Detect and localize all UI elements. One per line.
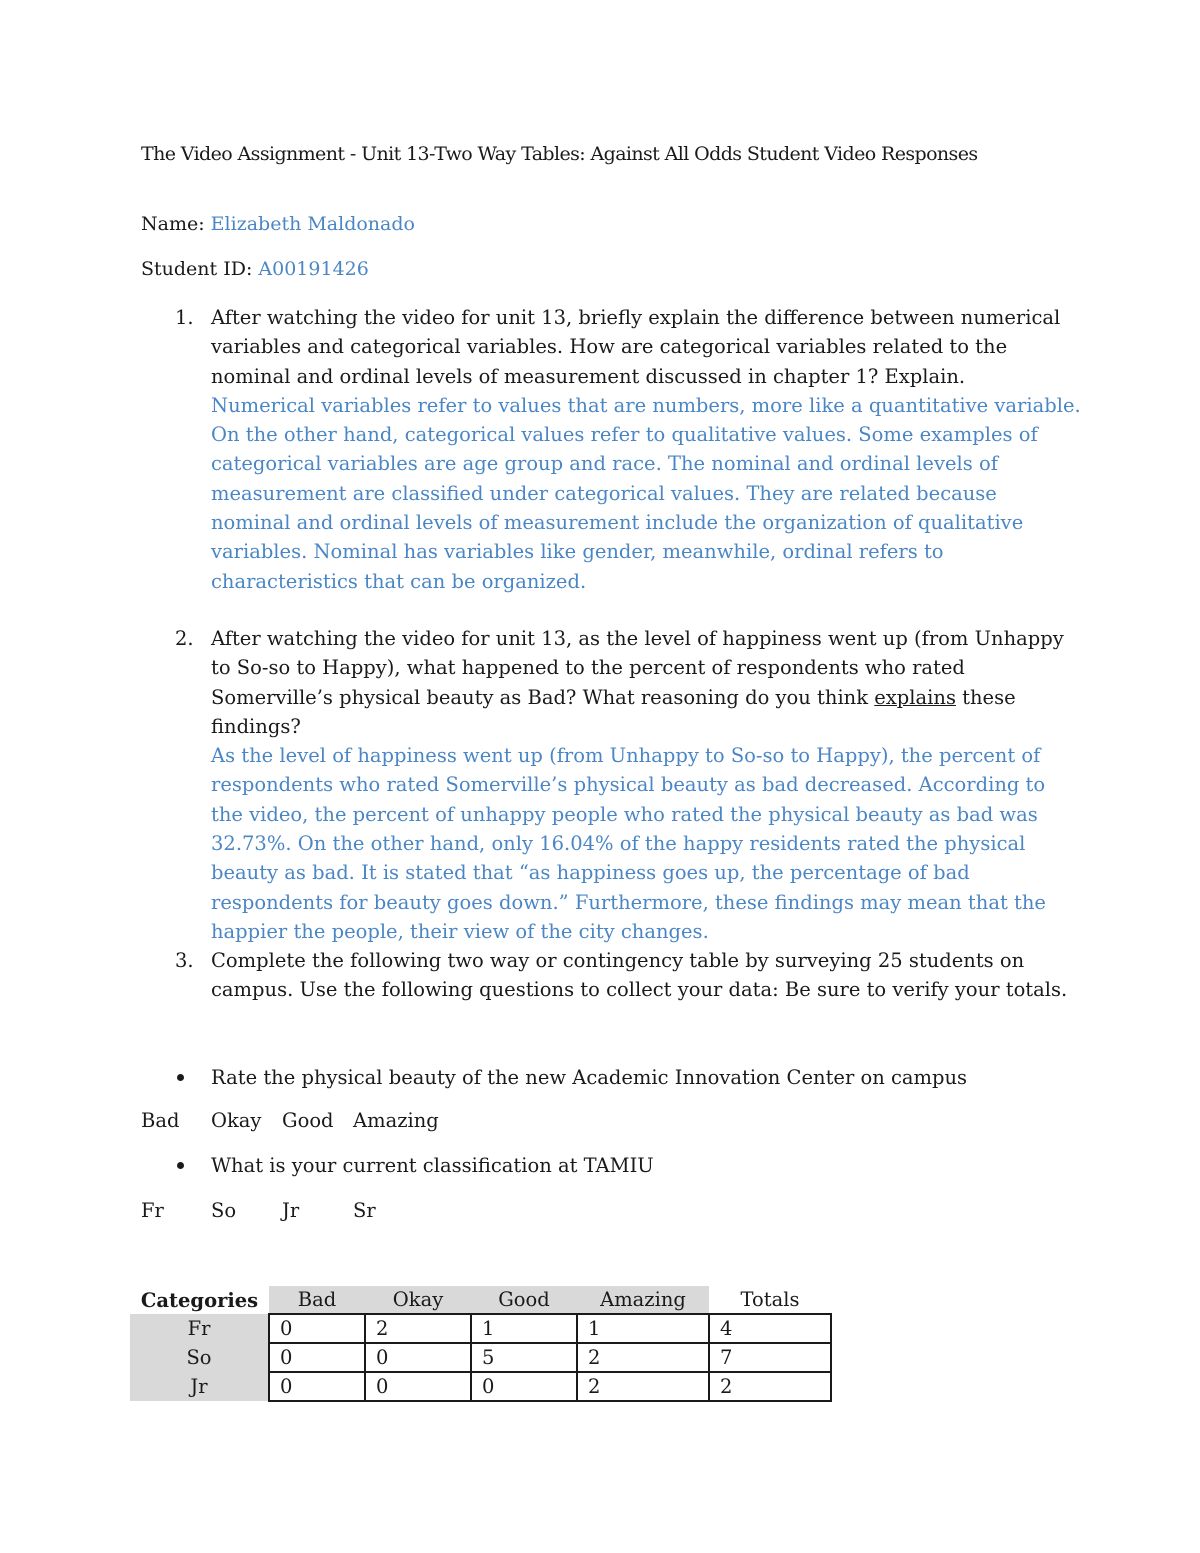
- student-id-field: [141, 258, 369, 280]
- table-cell: 5: [471, 1343, 577, 1372]
- table-row: [130, 1372, 831, 1401]
- question-answer: As the level of happiness went up (from Unhappy to So-so to Happy), the percent of respondents who rated Somerville’s physical beauty as bad decreased. According to the video, the percent of unhappy people who rated the physical beauty as bad was 32.73%. On the other hand, only 16.04% of the happy residents rated the physical beauty as bad. It is stated that “as happiness goes up, the percentage of bad respondents for beauty goes down.” Furthermore, these findings may mean that the happier the people, their view of the city changes.: [211, 744, 1046, 943]
- question-prompt: Complete the following two way or contingency table by surveying 25 students on campus. Use the following questions to collect your data: Be sure to verify your totals.: [211, 949, 1068, 1002]
- option-label: Jr: [282, 1199, 300, 1222]
- prompt-text-end: these findings?: [211, 685, 1016, 738]
- table-cell: 0: [365, 1343, 471, 1372]
- table-cell: 2: [365, 1314, 471, 1343]
- table-cell-total: 4: [709, 1314, 831, 1343]
- table-row: [130, 1343, 831, 1372]
- name-field: [141, 213, 415, 235]
- option-label: Good: [282, 1109, 334, 1132]
- question-number: 1.: [175, 306, 194, 329]
- question-number: 3.: [175, 949, 194, 972]
- table-cell: 2: [577, 1343, 709, 1372]
- option-label: Bad: [141, 1109, 180, 1132]
- name-value: Elizabeth Maldonado: [210, 213, 415, 235]
- question-number: 2.: [175, 627, 194, 650]
- bullet-icon: [177, 1074, 184, 1081]
- header-good: Good: [471, 1286, 577, 1314]
- table-cell-total: 2: [709, 1372, 831, 1401]
- option-label: So: [211, 1199, 237, 1222]
- contingency-table: [130, 1286, 832, 1402]
- table-cell: 2: [577, 1372, 709, 1401]
- document-title: The Video Assignment - Unit 13-Two Way Tables: Against All Odds Student Video Responses: [141, 143, 978, 165]
- option-label: Sr: [353, 1199, 376, 1222]
- name-label: Name:: [141, 213, 205, 235]
- header-okay: Okay: [365, 1286, 471, 1314]
- table-row: [130, 1314, 831, 1343]
- survey-question-text: What is your current classification at TAMIU: [211, 1154, 654, 1177]
- table-cell: 0: [269, 1314, 365, 1343]
- bullet-icon: [177, 1162, 184, 1169]
- option-label: Amazing: [353, 1109, 439, 1132]
- table-cell: 1: [471, 1314, 577, 1343]
- header-totals: Totals: [740, 1288, 800, 1311]
- question-prompt: [211, 624, 1081, 741]
- table-cell: 0: [365, 1372, 471, 1401]
- table-header-row: [130, 1286, 831, 1314]
- header-bad: Bad: [269, 1286, 365, 1314]
- survey-question-text: Rate the physical beauty of the new Academic Innovation Center on campus: [211, 1066, 968, 1089]
- question-answer: Numerical variables refer to values that are numbers, more like a quantitative variable. On the other hand, categorical values refer to qualitative values. Some examples of categorical variables are age group and race. The nominal and ordinal levels of measurement are classified under categorical values. They are related because nominal and ordinal levels of measurement include the organization of qualitative variables. Nominal has variables like gender, meanwhile, ordinal refers to characteristics that can be organized.: [211, 393, 1081, 593]
- table-cell: 0: [269, 1372, 365, 1401]
- prompt-underlined-word: explains: [874, 685, 956, 709]
- student-id-label: Student ID:: [141, 258, 253, 280]
- student-id-value: A00191426: [258, 258, 369, 280]
- question-prompt: After watching the video for unit 13, briefly explain the difference between numerical variables and categorical variables. How are categorical variables related to the nominal and ordinal levels of measurement discussed in chapter 1? Explain.: [211, 306, 1061, 388]
- table-cell: 0: [471, 1372, 577, 1401]
- table-cell: 0: [269, 1343, 365, 1372]
- header-amazing: Amazing: [577, 1286, 709, 1314]
- option-label: Fr: [141, 1199, 164, 1222]
- table-cell: 1: [577, 1314, 709, 1343]
- row-label: Jr: [130, 1372, 269, 1401]
- header-categories: Categories: [140, 1288, 259, 1312]
- row-label: Fr: [130, 1314, 269, 1343]
- row-label: So: [130, 1343, 269, 1372]
- table-cell-total: 7: [709, 1343, 831, 1372]
- option-label: Okay: [211, 1109, 262, 1132]
- prompt-text: After watching the video for unit 13, as the level of happiness went up (from Unhappy to So-so to Happy), what happened to the percent of respondents who rated Somerville’s physical beauty as Bad? What reasoning do you think: [211, 627, 1064, 709]
